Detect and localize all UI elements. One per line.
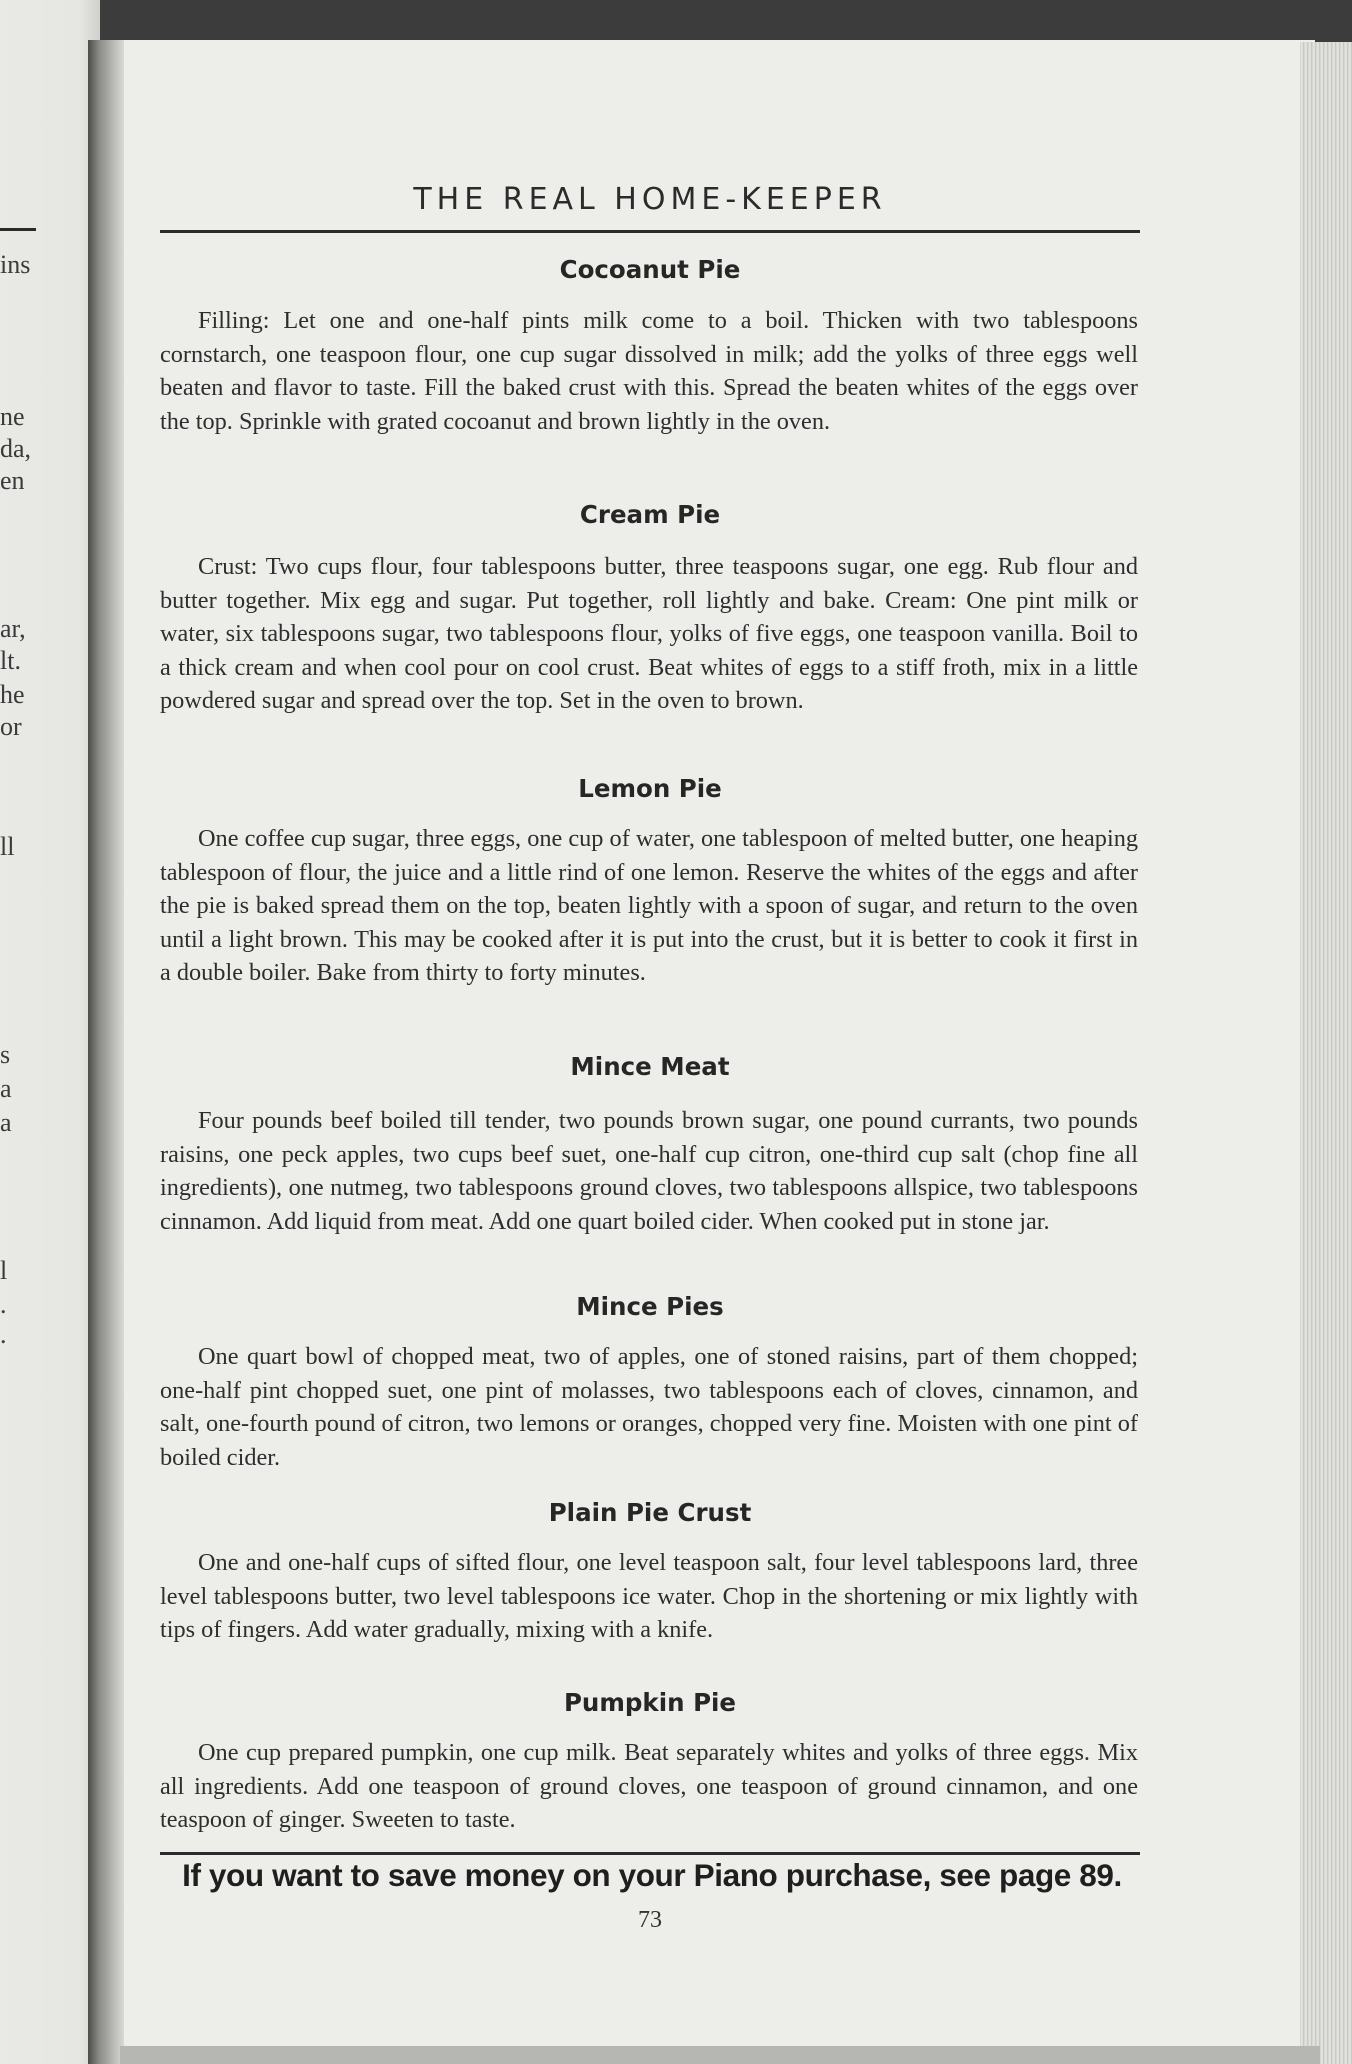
recipe-body: Filling: Let one and one-half pints milk come to a boil. Thicken with two tablespoons cornstarch, one teaspoon flour, one cup sugar dissolved in milk; add the yolks of three eggs well beaten and flavor to taste. Fill the baked crust with this. Spread the beaten whites of the eggs over the top. Sprinkle with grated cocoanut and brown lightly in the oven. <box>160 307 1138 435</box>
facing-page-fragment: en <box>0 466 25 495</box>
recipe-body: Crust: Two cups flour, four tablespoons butter, three teaspoons sugar, one egg. Rub flour and butter together. Mix egg and sugar. Put together, roll lightly and bake. Cream: One pint milk or water, six tablespoons sugar, two tablespoons flour, yolks of five eggs, one teaspoon vanilla. Boil to a thick cream and when cool pour on cool crust. Beat whites of eggs to a stiff froth, mix in a little powdered sugar and spread over the top. Set in the oven to brown. <box>160 553 1138 715</box>
facing-page-fragment: . <box>0 1320 7 1349</box>
page-edges <box>1300 42 1352 2064</box>
recipe-body: One quart bowl of chopped meat, two of apples, one of stoned raisins, part of them chopped; one-half pint chopped suet, one pint of molasses, two tablespoons each of cloves, cinnamon, and salt, one-fourth pound of citron, two lemons or oranges, chopped very fine. Moisten with one pint of boiled cider. <box>160 1343 1138 1471</box>
facing-page-fragment: a <box>0 1074 12 1103</box>
recipe-title: Pumpkin Pie <box>563 1688 737 1717</box>
footer-rule <box>160 1852 1140 1855</box>
facing-page-fragment: ins <box>0 250 31 279</box>
facing-page-fragment: . <box>0 1290 7 1319</box>
recipe-title: Cocoanut Pie <box>559 255 741 284</box>
recipe-title: Mince Meat <box>570 1052 730 1081</box>
facing-page-fragment: lt. <box>0 646 21 675</box>
facing-page-fragment: ne <box>0 402 25 431</box>
page-number: 73 <box>638 1907 662 1933</box>
running-head: THE REAL HOME-KEEPER <box>413 182 887 217</box>
facing-page-fragment: ll <box>0 832 15 861</box>
facing-page-fragment: or <box>0 712 22 741</box>
facing-page-fragment: da, <box>0 434 32 463</box>
recipe-title: Plain Pie Crust <box>548 1498 752 1527</box>
recipe-title: Lemon Pie <box>578 774 722 803</box>
facing-page-fragment: he <box>0 680 25 709</box>
recipe-title: Cream Pie <box>579 500 721 529</box>
facing-page-fragment: ar, <box>0 614 26 643</box>
page-bottom-edge <box>120 2046 1320 2064</box>
facing-page-rule <box>0 228 36 231</box>
advertisement-line: If you want to save money on your Piano purchase, see page 89. <box>182 1857 1122 1893</box>
facing-page-fragment: a <box>0 1108 12 1137</box>
recipe-body: One and one-half cups of sifted flour, one level teaspoon salt, four level tablespoons lard, three level tablespoons butter, two level tablespoons ice water. Chop in the shortening or mix lightly with tips of fingers. Add water gradually, mixing with a knife. <box>160 1549 1138 1644</box>
recipe-body: One cup prepared pumpkin, one cup milk. Beat separately whites and yolks of three eggs. Mix all ingredients. Add one teaspoon of ground cloves, one teaspoon of ground cinnamon, and one teaspoon of ginger. Sweeten to taste. <box>160 1739 1138 1834</box>
recipe-body: One coffee cup sugar, three eggs, one cup of water, one tablespoon of melted butter, one heaping tablespoon of flour, the juice and a little rind of one lemon. Reserve the whites of the eggs and after the pie is baked spread them on the top, beaten lightly with a spoon of sugar, and return to the oven until a light brown. This may be cooked after it is put into the crust, but it is better to cook it first in a double boiler. Bake from thirty to forty minutes. <box>160 825 1138 987</box>
header-rule <box>160 230 1140 233</box>
facing-page-fragment: s <box>0 1040 11 1069</box>
facing-page <box>0 0 100 2064</box>
book-gutter <box>88 40 124 2064</box>
facing-page-fragment: l <box>0 1256 8 1285</box>
recipe-title: Mince Pies <box>576 1292 724 1321</box>
recipe-body: Four pounds beef boiled till tender, two pounds brown sugar, one pound currants, two pounds raisins, one peck apples, two cups beef suet, one-half cup citron, one-third cup salt (chop fine all ingredients), one nutmeg, two tablespoons ground cloves, two tablespoons allspice, two tablespoons cinnamon. Add liquid from meat. Add one quart boiled cider. When cooked put in stone jar. <box>160 1107 1138 1235</box>
